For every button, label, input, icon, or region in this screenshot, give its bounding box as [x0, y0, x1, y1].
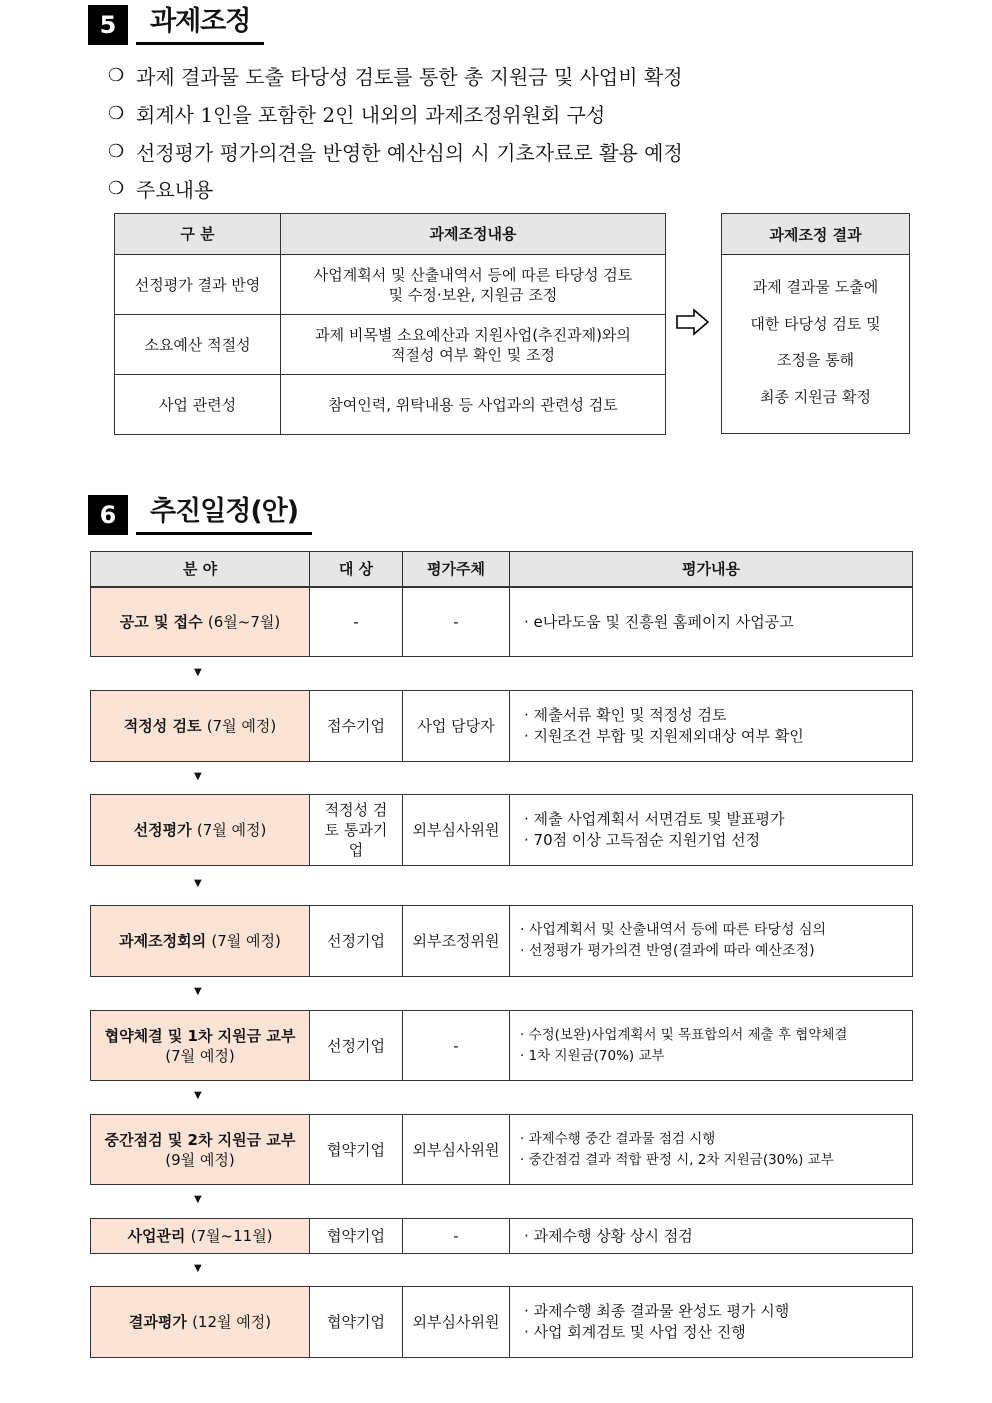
circle-bullet-icon: ❍ — [108, 65, 125, 87]
section-5-heading — [88, 4, 264, 45]
result-header: 과제조정 결과 — [722, 214, 909, 255]
stage-evaluator: 외부심사위원 — [403, 1115, 510, 1185]
stage-target: 선정기업 — [310, 906, 403, 977]
stage-target: 선정기업 — [310, 1011, 403, 1081]
table-row — [115, 375, 666, 435]
bullet-text: 선정평가 평가의견을 반영한 예산심의 시 기초자료로 활용 예정 — [136, 140, 683, 165]
table-header-category: 구 분 — [115, 214, 281, 255]
adjustment-table — [114, 213, 666, 435]
header-target: 대 상 — [310, 552, 403, 587]
schedule-stage — [90, 1218, 913, 1254]
stage-name: 협약체결 및 1차 지원금 교부 (7월 예정) — [91, 1011, 310, 1081]
stage-content: · 제출서류 확인 및 적정성 검토 · 지원조건 부합 및 지원제외대상 여부 확인 — [510, 691, 913, 762]
schedule-stage — [90, 794, 913, 866]
row-content — [281, 315, 666, 375]
stage-content: · 과제수행 최종 결과물 완성도 평가 시행 · 사업 회계검토 및 사업 정산 진행 — [510, 1287, 913, 1358]
schedule-stage — [90, 1010, 913, 1081]
down-arrow-icon: ▼ — [194, 878, 202, 889]
header-content: 평가내용 — [510, 552, 913, 587]
stage-evaluator: 외부심사위원 — [403, 795, 510, 866]
stage-name: 과제조정회의 (7월 예정) — [91, 906, 310, 977]
bullet-text: 회계사 1인을 포함한 2인 내외의 과제조정위원회 구성 — [136, 103, 606, 128]
schedule-stage — [90, 690, 913, 762]
row-category: 소요예산 적절성 — [115, 315, 281, 375]
row-category: 사업 관련성 — [115, 375, 281, 435]
stage-content: · 수정(보완)사업계획서 및 목표합의서 제출 후 협약체결 · 1차 지원금(70%) 교부 — [510, 1011, 913, 1081]
stage-target: 협약기업 — [310, 1115, 403, 1185]
section-5-number: 5 — [88, 5, 128, 45]
down-arrow-icon: ▼ — [194, 1090, 202, 1101]
bullet-text: 과제 결과물 도출 타당성 검토를 통한 총 지원금 및 사업비 확정 — [136, 65, 683, 90]
bullet-text: 주요내용 — [136, 178, 214, 203]
stage-content: · 사업계획서 및 산출내역서 등에 따른 타당성 심의 · 선정평가 평가의견 반영(결과에 따라 예산조정) — [510, 906, 913, 977]
result-body — [722, 255, 909, 415]
bullet-item — [108, 95, 948, 133]
header-field: 분 야 — [91, 552, 310, 587]
stage-name: 사업관리 (7월~11월) — [91, 1219, 310, 1254]
result-line: 대한 타당성 검토 및 — [750, 314, 881, 333]
adjustment-result-box — [721, 213, 910, 434]
down-arrow-icon: ▼ — [194, 986, 202, 997]
row-content — [281, 255, 666, 315]
schedule-stage — [90, 1114, 913, 1185]
section-6-heading — [88, 494, 312, 535]
stage-evaluator: 외부조정위원 — [403, 906, 510, 977]
down-arrow-icon: ▼ — [194, 1263, 202, 1274]
stage-target: 적정성 검토 통과기업 — [310, 795, 403, 866]
schedule-stage — [90, 1286, 913, 1358]
result-line: 과제 결과물 도출에 — [752, 278, 879, 296]
stage-name: 중간점검 및 2차 지원금 교부 (9월 예정) — [91, 1115, 310, 1185]
bullet-item — [108, 170, 948, 208]
stage-evaluator: - — [403, 588, 510, 657]
stage-target: 접수기업 — [310, 691, 403, 762]
stage-evaluator: - — [403, 1011, 510, 1081]
stage-content: · e나라도움 및 진흥원 홈페이지 사업공고 — [510, 588, 913, 657]
right-arrow-icon — [676, 308, 710, 336]
circle-bullet-icon: ❍ — [108, 140, 125, 162]
stage-content: · 과제수행 상황 상시 점검 — [510, 1219, 913, 1254]
bullet-item — [108, 132, 948, 170]
down-arrow-icon: ▼ — [194, 771, 202, 782]
stage-target: 협약기업 — [310, 1287, 403, 1358]
result-line: 최종 지원금 확정 — [760, 387, 871, 406]
header-evaluator: 평가주체 — [403, 552, 510, 587]
stage-name: 적정성 검토 (7월 예정) — [91, 691, 310, 762]
row-content — [281, 375, 666, 435]
circle-bullet-icon: ❍ — [108, 103, 125, 125]
stage-name: 선정평가 (7월 예정) — [91, 795, 310, 866]
stage-evaluator: 외부심사위원 — [403, 1287, 510, 1358]
stage-target: 협약기업 — [310, 1219, 403, 1254]
stage-name: 공고 및 접수 (6월~7월) — [91, 588, 310, 657]
result-line: 조정을 통해 — [776, 351, 855, 369]
circle-bullet-icon: ❍ — [108, 178, 125, 200]
section-5-bullets — [108, 57, 948, 208]
stage-evaluator: 사업 담당자 — [403, 691, 510, 762]
section-6-number: 6 — [88, 495, 128, 535]
section-5-title: 과제조정 — [136, 4, 264, 45]
schedule-header — [90, 551, 913, 587]
stage-name: 결과평가 (12월 예정) — [91, 1287, 310, 1358]
content-line: 적절성 여부 확인 및 조정 — [391, 345, 555, 364]
stage-content: · 과제수행 중간 결과물 점검 시행 · 중간점검 결과 적합 판정 시, 2차 지원금(30%) 교부 — [510, 1115, 913, 1185]
content-line: 과제 비목별 소요예산과 지원사업(추진과제)와의 — [315, 325, 631, 344]
schedule-stage — [90, 905, 913, 977]
schedule-stage — [90, 587, 913, 657]
section-6-title: 추진일정(안) — [136, 494, 312, 535]
row-category: 선정평가 결과 반영 — [115, 255, 281, 315]
stage-evaluator: - — [403, 1219, 510, 1254]
bullet-item — [108, 57, 948, 95]
content-line: 및 수정·보완, 지원금 조정 — [388, 285, 558, 304]
down-arrow-icon: ▼ — [194, 667, 202, 678]
table-row — [115, 255, 666, 315]
stage-content: · 제출 사업계획서 서면검토 및 발표평가 · 70점 이상 고득점순 지원기업 선정 — [510, 795, 913, 866]
table-row — [115, 315, 666, 375]
content-line: 사업계획서 및 산출내역서 등에 따른 타당성 검토 — [313, 265, 633, 284]
content-line: 참여인력, 위탁내용 등 사업과의 관련성 검토 — [328, 395, 618, 414]
table-header-content: 과제조정내용 — [281, 214, 666, 255]
down-arrow-icon: ▼ — [194, 1194, 202, 1205]
stage-target: - — [310, 588, 403, 657]
